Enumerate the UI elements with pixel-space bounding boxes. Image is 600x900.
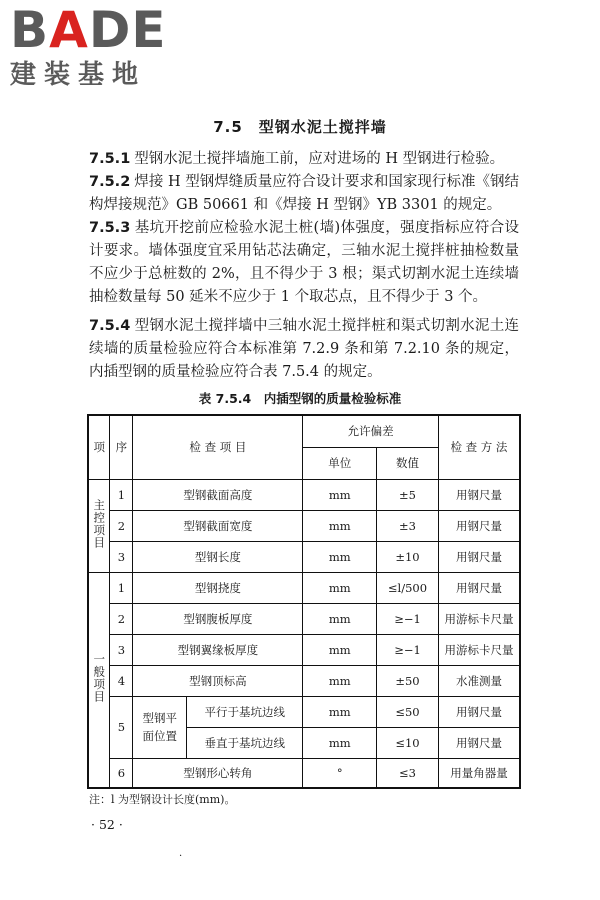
group-general [88, 572, 110, 788]
cell-subgroup: 型钢平面位置 [133, 696, 187, 758]
cell-unit: mm [303, 665, 377, 696]
cell-unit: mm [303, 572, 377, 603]
clause-number: 7.5.1 [89, 151, 131, 167]
cell-method: 用钢尺量 [438, 696, 520, 727]
cell-method: 用游标卡尺量 [438, 603, 520, 634]
cell-value: ≥−1 [377, 603, 439, 634]
clause-number: 7.5.3 [89, 220, 131, 236]
cell-subitem: 平行于基坑边线 [187, 696, 303, 727]
cell-value: ≤50 [377, 696, 439, 727]
cell-item: 型钢截面宽度 [133, 510, 303, 541]
cell-seq: 3 [110, 634, 133, 665]
header-item: 项 [88, 415, 110, 479]
stray-dot: . [179, 848, 183, 859]
logo-subtitle: 建装基地 [10, 60, 147, 90]
cell-seq: 2 [110, 510, 133, 541]
clause-7-5-2 [89, 171, 519, 217]
cell-unit: mm [303, 603, 377, 634]
cell-value: ±50 [377, 665, 439, 696]
logo-letter-b: B [10, 1, 50, 59]
cell-method: 用游标卡尺量 [438, 634, 520, 665]
table-row [88, 603, 520, 634]
cell-method: 用量角器量 [438, 758, 520, 788]
clause-text: 焊接 H 型钢焊缝质量应符合设计要求和国家现行标准《钢结构焊接规范》GB 50661 和《焊接 H 型钢》YB 3301 的规定。 [89, 174, 519, 213]
cell-seq: 1 [110, 479, 133, 510]
cell-item: 型钢翼缘板厚度 [133, 634, 303, 665]
cell-value: ≤10 [377, 727, 439, 758]
cell-item: 型钢长度 [133, 541, 303, 572]
cell-seq: 6 [110, 758, 133, 788]
group-label: 主控项目 [92, 499, 107, 549]
cell-seq: 1 [110, 572, 133, 603]
cell-unit: mm [303, 541, 377, 572]
cell-unit: mm [303, 727, 377, 758]
clause-number: 7.5.4 [89, 318, 131, 334]
clause-7-5-4 [89, 315, 519, 384]
cell-unit: mm [303, 696, 377, 727]
cell-item: 型钢挠度 [133, 572, 303, 603]
group-label: 一般项目 [92, 653, 107, 704]
table-row [88, 696, 520, 727]
cell-subitem: 垂直于基坑边线 [187, 727, 303, 758]
cell-value: ±5 [377, 479, 439, 510]
cell-seq: 2 [110, 603, 133, 634]
cell-method: 用钢尺量 [438, 541, 520, 572]
cell-seq: 3 [110, 541, 133, 572]
clause-text: 型钢水泥土搅拌墙施工前，应对进场的 H 型钢进行检验。 [134, 151, 505, 167]
page-number: · 52 · [91, 817, 123, 832]
cell-seq: 5 [110, 696, 133, 758]
header-check-item: 检 查 项 目 [133, 415, 303, 479]
cell-value: ≤l/500 [377, 572, 439, 603]
table-row [88, 665, 520, 696]
table-row [88, 510, 520, 541]
clause-number: 7.5.2 [89, 174, 131, 190]
header-unit: 单位 [303, 447, 377, 479]
group-main-control [88, 479, 110, 572]
cell-value: ±3 [377, 510, 439, 541]
table-row [88, 758, 520, 788]
cell-unit: mm [303, 634, 377, 665]
cell-method: 用钢尺量 [438, 727, 520, 758]
table-note: 注：l 为型钢设计长度(mm)。 [89, 793, 236, 806]
table-row [88, 572, 520, 603]
table-row [88, 479, 520, 510]
header-method: 检 查 方 法 [438, 415, 520, 479]
section-title: 7.5 型钢水泥土搅拌墙 [213, 118, 387, 136]
clause-text: 型钢水泥土搅拌墙中三轴水泥土搅拌桩和渠式切割水泥土连续墙的质量检验应符合本标准第 7.2.9 条和第 7.2.10 条的规定，内插型钢的质量检验应符合表 7.5.4 的规定。 [89, 318, 519, 380]
brand-logo [10, 2, 180, 90]
clause-7-5-1 [89, 148, 519, 171]
clause-7-5-3 [89, 217, 519, 309]
cell-item: 型钢截面高度 [133, 479, 303, 510]
logo-wordmark [10, 2, 180, 58]
cell-item: 型钢形心转角 [133, 758, 303, 788]
cell-unit: mm [303, 479, 377, 510]
logo-letters-de: DE [88, 1, 167, 59]
header-value: 数值 [377, 447, 439, 479]
cell-value: ≥−1 [377, 634, 439, 665]
cell-value: ≤3 [377, 758, 439, 788]
cell-method: 用钢尺量 [438, 510, 520, 541]
cell-method: 用钢尺量 [438, 479, 520, 510]
table-row [88, 541, 520, 572]
header-tolerance: 允许偏差 [303, 415, 438, 447]
cell-unit: ° [303, 758, 377, 788]
logo-letter-a: A [49, 1, 89, 59]
clause-text: 基坑开挖前应检验水泥土桩(墙)体强度，强度指标应符合设计要求。墙体强度宜采用钻芯法确定，三轴水泥土搅拌桩抽检数量不应少于总桩数的 2%，且不得少于 3 根；渠式切割水泥土连续墙抽检数量每 50 延米不应少于 1 个取芯点，且不得少于 3 个。 [89, 220, 519, 305]
table-caption: 表 7.5.4 内插型钢的质量检验标准 [198, 391, 402, 406]
table-header-row [88, 415, 520, 447]
cell-seq: 4 [110, 665, 133, 696]
header-seq: 序 [110, 415, 133, 479]
table-row [88, 634, 520, 665]
quality-inspection-table [87, 414, 521, 789]
cell-method: 水准测量 [438, 665, 520, 696]
cell-item: 型钢顶标高 [133, 665, 303, 696]
cell-unit: mm [303, 510, 377, 541]
cell-method: 用钢尺量 [438, 572, 520, 603]
cell-item: 型钢腹板厚度 [133, 603, 303, 634]
cell-value: ±10 [377, 541, 439, 572]
